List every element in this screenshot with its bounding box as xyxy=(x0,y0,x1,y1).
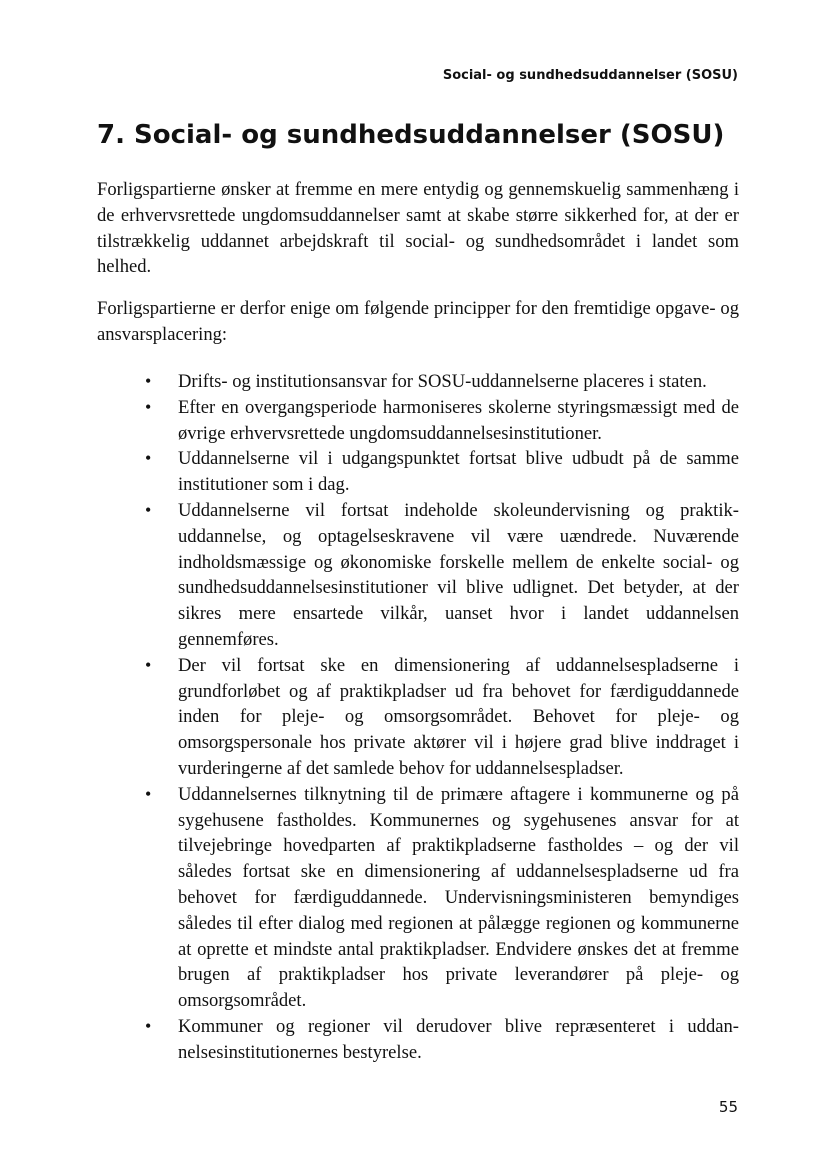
bullet-icon: • xyxy=(145,396,152,417)
principles-list xyxy=(145,369,739,1066)
list-item-text: Kommuner og regioner vil derudover blive repræsenteret i uddannelsesinstitutionernes bestyrelse. xyxy=(178,1015,739,1063)
page-title: 7. Social- og sundhedsuddannelser (SOSU) xyxy=(97,120,725,150)
principles-intro-paragraph: Forligspartierne er derfor enige om følgende principper for den fremtidige opgave- og ansvarsplacering: xyxy=(97,298,739,345)
list-item xyxy=(145,498,739,653)
list-item-text: Uddannelserne vil i udgangspunktet fortsat blive udbudt på de samme institutioner som i dag. xyxy=(178,448,739,496)
running-header: Social- og sundhedsuddannelser (SOSU) xyxy=(442,68,738,83)
list-item xyxy=(145,782,739,1014)
list-item xyxy=(145,395,739,447)
list-item xyxy=(145,369,739,395)
list-item-text: Efter en overgangsperiode harmoniseres skolerne styringsmæssigt med de øvrige erhvervsrettede ungdomsuddannelsesinstitutioner. xyxy=(178,396,739,444)
list-item-text: Uddannelsernes tilknytning til de primære aftagere i kommunerne og på sygehusene fastholdes. Kommunernes og sygehusenes ansvar for at tilvejebringe hovedparten af praktikpladserne fastholdes – og der vil således fortsat ske en dimensionering af uddannelsespladserne ud fra behovet for færdiguddannede. Undervisningsministeren bemyndiges således til efter dialog med regionen at pålægge regionen og kommunerne at oprette et mindste antal praktikpladser. Endvidere ønskes det at fremme brugen af praktikpladser hos private leverandører på pleje- og omsorgsområdet. xyxy=(178,783,739,1012)
intro-paragraph: Forligspartierne ønsker at fremme en mere entydig og gennemskuelig sammenhæng i de erhvervsrettede ungdomsuddannelser samt at skabe større sikkerhed for, at der er tilstrækkelig uddannet arbejdskraft til social- og sundhedsområdet i landet som helhed. xyxy=(97,179,739,278)
bullet-icon: • xyxy=(145,448,152,469)
list-item-text: Der vil fortsat ske en dimensionering af uddannelsespladserne i grundforløbet og af praktikpladser ud fra behovet for færdiguddannede inden for pleje- og omsorgsområdet. Behovet for pleje- og omsorgspersonale hos private aktører vil i højere grad blive inddraget i vurderingerne af det samlede behov for uddannelsespladser. xyxy=(178,654,739,779)
bullet-icon: • xyxy=(145,783,152,804)
list-item-text: Uddannelserne vil fortsat indeholde skoleundervisning og praktikuddannelse, og optagelseskravene vil være uændrede. Nuværende indholdsmæssige og økonomiske forskelle mellem de enkelte social- og sundhedsuddannelsesinstitutioner vil blive udlignet. Det betyder, at der sikres mere ensartede vilkår, uanset hvor i landet uddannelsen gennemføres. xyxy=(178,499,739,650)
bullet-icon: • xyxy=(145,654,152,675)
bullet-icon: • xyxy=(145,371,152,391)
list-item xyxy=(145,653,739,782)
list-item xyxy=(145,1014,739,1066)
page-number: 55 xyxy=(718,1098,738,1116)
list-item xyxy=(145,446,739,498)
bullet-icon: • xyxy=(145,1015,152,1036)
list-item-text: Drifts- og institutionsansvar for SOSU-uddannelserne placeres i staten. xyxy=(178,371,707,392)
bullet-icon: • xyxy=(145,499,152,520)
